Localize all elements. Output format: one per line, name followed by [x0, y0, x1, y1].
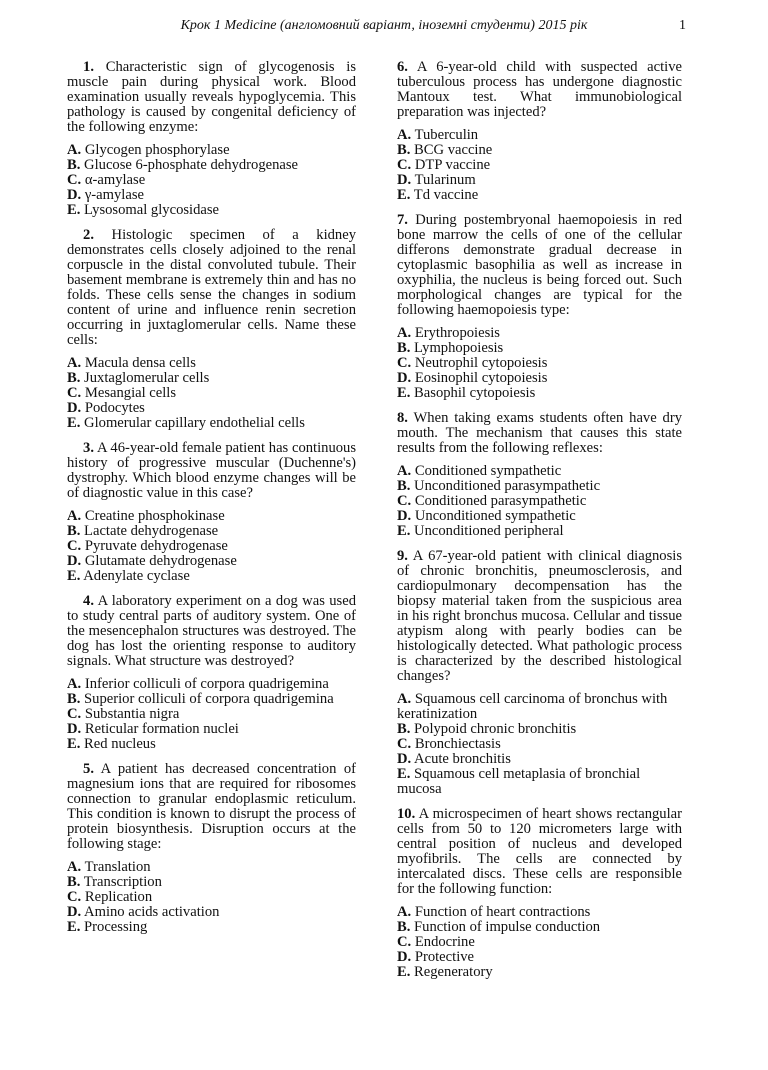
- answer-option: [397, 188, 682, 203]
- option-letter: C.: [397, 493, 412, 509]
- option-letter: A.: [397, 325, 412, 341]
- option-text: Unconditioned peripheral: [414, 523, 564, 539]
- answer-option: [67, 524, 356, 539]
- answer-option: [67, 707, 356, 722]
- right-column: [397, 60, 682, 990]
- answer-option: [67, 677, 356, 692]
- option-letter: E.: [67, 736, 81, 752]
- option-letter: A.: [67, 508, 82, 524]
- answer-option: [67, 371, 356, 386]
- option-letter: A.: [397, 127, 412, 143]
- answer-option: [397, 128, 682, 143]
- answer-option: [67, 188, 356, 203]
- header-title: Крок 1 Medicine (англомовний варіант, іноземні студенти) 2015 рік: [180, 18, 588, 33]
- answer-option: [397, 173, 682, 188]
- answer-option: [397, 494, 682, 509]
- question-7: [397, 213, 682, 401]
- question-stem: [67, 60, 356, 135]
- option-text: Glucose 6-phosphate dehydrogenase: [84, 157, 299, 173]
- option-letter: B.: [67, 523, 81, 539]
- option-text: Glutamate dehydrogenase: [84, 553, 237, 569]
- option-text: Macula densa cells: [84, 355, 196, 371]
- option-text: Regeneratory: [414, 964, 493, 980]
- option-text: Transcription: [83, 874, 162, 890]
- answer-option: [397, 722, 682, 737]
- option-letter: C.: [67, 172, 82, 188]
- option-letter: B.: [67, 691, 81, 707]
- answer-options: [397, 464, 682, 539]
- option-text: Eosinophil cytopoiesis: [414, 370, 548, 386]
- option-letter: E.: [67, 919, 81, 935]
- option-text: Pyruvate dehydrogenase: [84, 538, 228, 554]
- answer-option: [67, 569, 356, 584]
- question-text: A laboratory experiment on a dog was used to study central parts of auditory system. One of the mesencephalon structures was destroyed. The dog has lost the orienting response to auditory signals. What structure was destroyed?: [67, 593, 357, 669]
- question-number: 3.: [83, 440, 94, 456]
- option-text: Amino acids activation: [84, 904, 220, 920]
- question-2: [67, 228, 356, 431]
- question-number: 7.: [397, 212, 408, 228]
- page-header: [0, 18, 768, 38]
- question-number: 2.: [83, 227, 94, 243]
- question-number: 4.: [83, 593, 94, 609]
- question-stem: [397, 60, 682, 120]
- answer-option: [397, 935, 682, 950]
- option-text: Inferior colliculi of corpora quadrigemina: [84, 676, 329, 692]
- answer-option: [67, 509, 356, 524]
- answer-option: [397, 692, 682, 722]
- option-letter: A.: [397, 463, 412, 479]
- question-1: [67, 60, 356, 218]
- option-letter: D.: [397, 508, 412, 524]
- option-letter: D.: [67, 553, 82, 569]
- option-text: Creatine phosphokinase: [84, 508, 225, 524]
- option-text: Lysosomal glycosidase: [84, 202, 220, 218]
- answer-option: [67, 203, 356, 218]
- answer-option: [397, 509, 682, 524]
- answer-option: [397, 950, 682, 965]
- option-text: Erythropoiesis: [414, 325, 500, 341]
- answer-option: [397, 752, 682, 767]
- option-text: Squamous cell carcinoma of bronchus with keratinization: [397, 691, 668, 722]
- question-8: [397, 411, 682, 539]
- answer-option: [67, 158, 356, 173]
- option-letter: C.: [397, 157, 412, 173]
- option-text: Endocrine: [414, 934, 475, 950]
- option-text: Processing: [84, 919, 148, 935]
- answer-option: [67, 890, 356, 905]
- option-text: Polypoid chronic bronchitis: [414, 721, 577, 737]
- question-number: 5.: [83, 761, 94, 777]
- option-letter: E.: [67, 568, 81, 584]
- option-letter: A.: [67, 859, 82, 875]
- question-4: [67, 594, 356, 752]
- answer-options: [67, 143, 356, 218]
- option-text: Function of heart contractions: [414, 904, 591, 920]
- option-letter: E.: [397, 187, 411, 203]
- option-text: Acute bronchitis: [414, 751, 511, 767]
- option-text: Unconditioned parasympathetic: [414, 478, 601, 494]
- option-text: Lymphopoiesis: [414, 340, 504, 356]
- answer-option: [397, 356, 682, 371]
- answer-options: [67, 509, 356, 584]
- option-letter: E.: [397, 385, 411, 401]
- option-letter: C.: [67, 385, 82, 401]
- option-letter: C.: [397, 355, 412, 371]
- answer-option: [67, 737, 356, 752]
- option-text: Translation: [84, 859, 151, 875]
- answer-option: [397, 524, 682, 539]
- answer-option: [67, 173, 356, 188]
- option-text: Adenylate cyclase: [83, 568, 190, 584]
- answer-option: [397, 464, 682, 479]
- option-letter: D.: [67, 400, 82, 416]
- option-letter: D.: [397, 370, 412, 386]
- option-letter: B.: [397, 478, 411, 494]
- option-text: Reticular formation nuclei: [84, 721, 239, 737]
- answer-option: [397, 920, 682, 935]
- question-text: Characteristic sign of glycogenosis is muscle pain during physical work. Blood examination usually reveals hypoglycemia. This pathology is caused by congenital deficiency of the following enzyme:: [67, 59, 356, 135]
- option-letter: C.: [397, 736, 412, 752]
- question-5: [67, 762, 356, 935]
- option-letter: A.: [67, 676, 82, 692]
- answer-option: [397, 341, 682, 356]
- option-text: Squamous cell metaplasia of bronchial mucosa: [397, 766, 641, 797]
- option-text: Bronchiectasis: [414, 736, 501, 752]
- question-text: During postembryonal haemopoiesis in red bone marrow the cells of one of the cellular differons demonstrate gradual decrease in cytoplasmic basophilia as well as increase in oxyphilia, the nucleus is being forced out. Such morphological changes are typical for the following haemopoiesis type:: [397, 212, 682, 318]
- question-text: A microspecimen of heart shows rectangular cells from 50 to 120 micrometers large with central position of nucleus and developed myofibrils. The cells are connected by intercalated discs. These cells are responsible for the following function:: [397, 806, 683, 897]
- option-text: Unconditioned sympathetic: [414, 508, 576, 524]
- option-text: Lactate dehydrogenase: [84, 523, 219, 539]
- answer-options: [67, 356, 356, 431]
- option-letter: B.: [67, 874, 81, 890]
- question-stem: [67, 228, 356, 348]
- question-stem: [67, 441, 356, 501]
- option-letter: D.: [397, 751, 412, 767]
- option-letter: C.: [67, 706, 82, 722]
- option-letter: B.: [397, 919, 411, 935]
- answer-option: [67, 539, 356, 554]
- answer-option: [67, 416, 356, 431]
- option-letter: A.: [67, 355, 82, 371]
- answer-option: [397, 965, 682, 980]
- answer-options: [397, 692, 682, 797]
- option-text: γ-amylase: [84, 187, 144, 203]
- answer-option: [397, 143, 682, 158]
- question-10: [397, 807, 682, 980]
- option-text: Conditioned parasympathetic: [414, 493, 587, 509]
- option-letter: D.: [67, 721, 82, 737]
- option-letter: B.: [67, 370, 81, 386]
- answer-option: [397, 158, 682, 173]
- question-9: [397, 549, 682, 797]
- answer-option: [67, 401, 356, 416]
- option-text: Tuberculin: [414, 127, 479, 143]
- option-text: Td vaccine: [413, 187, 479, 203]
- option-letter: D.: [397, 949, 412, 965]
- option-text: DTP vaccine: [414, 157, 491, 173]
- question-text: A 6-year-old child with suspected active tuberculous process has undergone diagnostic Mantoux test. What immunobiological preparation was injected?: [397, 59, 682, 120]
- question-number: 9.: [397, 548, 408, 564]
- question-stem: [67, 594, 356, 669]
- option-text: Glomerular capillary endothelial cells: [84, 415, 305, 431]
- option-letter: D.: [67, 904, 82, 920]
- answer-options: [67, 860, 356, 935]
- option-letter: A.: [67, 142, 82, 158]
- option-text: Juxtaglomerular cells: [84, 370, 210, 386]
- option-text: Neutrophil cytopoiesis: [414, 355, 548, 371]
- option-text: Superior colliculi of corpora quadrigemina: [84, 691, 334, 707]
- option-letter: E.: [397, 523, 411, 539]
- option-text: Mesangial cells: [84, 385, 177, 401]
- answer-option: [67, 722, 356, 737]
- option-letter: A.: [397, 904, 412, 920]
- option-letter: D.: [67, 187, 82, 203]
- answer-option: [67, 143, 356, 158]
- option-letter: C.: [67, 889, 82, 905]
- option-letter: B.: [397, 721, 411, 737]
- option-letter: C.: [397, 934, 412, 950]
- question-text: Histologic specimen of a kidney demonstrates cells closely adjoined to the renal corpuscle in the distal convoluted tubule. Their basement membrane is extremely thin and has no folds. These cells sense the changes in sodium content of urine and influence renin secretion occurring in juxtaglomerular cells. Name these cells:: [67, 227, 356, 348]
- option-letter: B.: [397, 340, 411, 356]
- question-stem: [397, 213, 682, 318]
- option-text: Protective: [414, 949, 475, 965]
- question-number: 6.: [397, 59, 408, 75]
- option-text: Basophil cytopoiesis: [414, 385, 536, 401]
- question-text: A 67-year-old patient with clinical diagnosis of chronic bronchitis, pneumosclerosis, and cardiopulmonary decompensation has the biopsy material taken from the suspicious area in his right bronchus mucosa. Cellular and tissue atypism along with pearly bodies can be histologically detected. What pathologic process is characterized by the described histological changes?: [397, 548, 682, 684]
- question-stem: [67, 762, 356, 852]
- option-text: Glycogen phosphorylase: [84, 142, 230, 158]
- left-column: [67, 60, 356, 945]
- option-text: Function of impulse conduction: [414, 919, 601, 935]
- option-text: Podocytes: [84, 400, 145, 416]
- option-letter: A.: [397, 691, 412, 707]
- question-text: When taking exams students often have dry mouth. The mechanism that causes this state results from the following reflexes:: [397, 410, 682, 456]
- answer-options: [397, 905, 682, 980]
- answer-options: [397, 326, 682, 401]
- answer-option: [67, 905, 356, 920]
- option-text: Red nucleus: [84, 736, 156, 752]
- question-stem: [397, 807, 682, 897]
- option-text: Substantia nigra: [84, 706, 180, 722]
- question-text: A patient has decreased concentration of magnesium ions that are required for ribosomes connection to granular endoplasmic reticulum. This condition is known to disrupt the process of protein biosynthesis. Disruption occurs at the following stage:: [67, 761, 356, 852]
- option-letter: E.: [397, 964, 411, 980]
- question-3: [67, 441, 356, 584]
- answer-option: [67, 860, 356, 875]
- option-text: α-amylase: [84, 172, 146, 188]
- answer-option: [397, 905, 682, 920]
- option-letter: B.: [67, 157, 81, 173]
- answer-option: [67, 692, 356, 707]
- question-number: 8.: [397, 410, 408, 426]
- question-stem: [397, 549, 682, 684]
- option-text: Conditioned sympathetic: [414, 463, 562, 479]
- question-text: A 46-year-old female patient has continuous history of progressive muscular (Duchenne's) dystrophy. Which blood enzyme changes will be of diagnostic value in this case?: [67, 440, 357, 501]
- answer-option: [397, 326, 682, 341]
- option-letter: E.: [67, 202, 81, 218]
- answer-option: [67, 875, 356, 890]
- option-letter: E.: [67, 415, 81, 431]
- option-letter: E.: [397, 766, 411, 782]
- answer-options: [397, 128, 682, 203]
- option-text: Replication: [84, 889, 153, 905]
- answer-option: [67, 554, 356, 569]
- question-number: 1.: [83, 59, 94, 75]
- option-letter: C.: [67, 538, 82, 554]
- question-stem: [397, 411, 682, 456]
- page-number: 1: [679, 18, 686, 33]
- answer-option: [67, 386, 356, 401]
- answer-option: [67, 356, 356, 371]
- question-6: [397, 60, 682, 203]
- option-text: BCG vaccine: [414, 142, 493, 158]
- answer-option: [397, 737, 682, 752]
- question-number: 10.: [397, 806, 416, 822]
- option-text: Tularinum: [414, 172, 476, 188]
- option-letter: B.: [397, 142, 411, 158]
- answer-options: [67, 677, 356, 752]
- answer-option: [397, 386, 682, 401]
- option-letter: D.: [397, 172, 412, 188]
- answer-option: [397, 479, 682, 494]
- answer-option: [397, 767, 682, 797]
- answer-option: [67, 920, 356, 935]
- answer-option: [397, 371, 682, 386]
